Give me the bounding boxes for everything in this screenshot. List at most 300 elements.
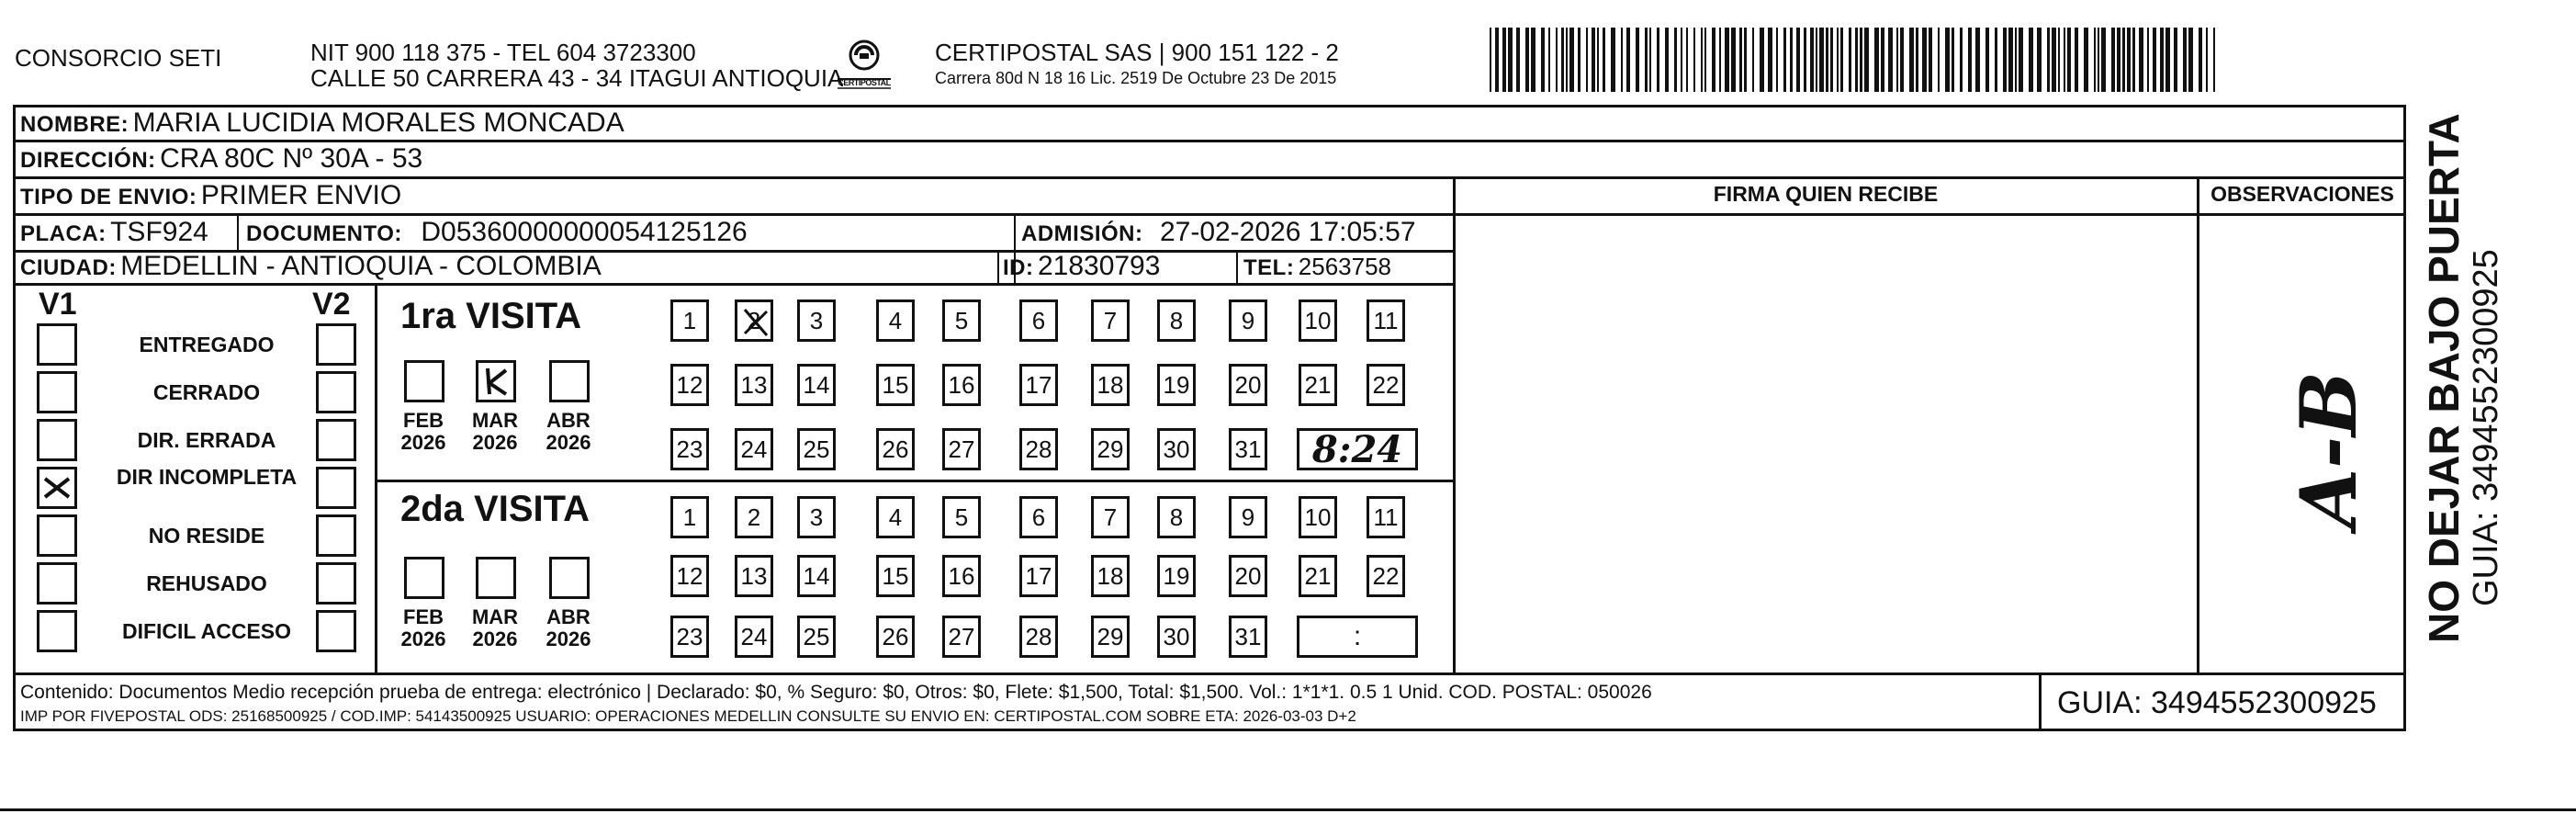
barcode-bar xyxy=(2084,28,2088,92)
barcode-bar xyxy=(1938,28,1940,92)
barcode-bar xyxy=(1490,28,1491,92)
first-visit-day[interactable] xyxy=(735,364,773,406)
status-label: CERRADO xyxy=(152,380,261,404)
barcode-bar xyxy=(1525,28,1529,92)
first-visit-time-box[interactable] xyxy=(1297,428,1418,470)
month-name: FEB xyxy=(403,605,444,628)
barcode-bar xyxy=(2206,28,2208,92)
barcode-bar xyxy=(1561,28,1564,92)
month-year: 2026 xyxy=(546,627,591,650)
status-v1-checkbox[interactable] xyxy=(37,610,77,652)
barcode-bar xyxy=(2047,28,2050,92)
nombre-row xyxy=(20,107,624,144)
status-v1-checkbox[interactable] xyxy=(37,514,77,557)
month-label xyxy=(465,410,525,454)
day-number: 15 xyxy=(882,370,909,399)
barcode-bar xyxy=(1566,28,1568,92)
barcode-bar xyxy=(2111,28,2115,92)
day-number: 4 xyxy=(888,306,903,334)
barcode-bar xyxy=(1712,28,1715,92)
barcode-bar xyxy=(1929,28,1932,92)
barcode-bar xyxy=(2101,28,2106,92)
status-label: REHUSADO xyxy=(146,571,267,595)
second-visit-day[interactable] xyxy=(735,616,773,658)
day-number: 5 xyxy=(954,306,969,334)
barcode-bar xyxy=(1592,28,1595,92)
day-number: 7 xyxy=(1103,503,1118,531)
address-line: CALLE 50 CARRERA 43 - 34 ITAGUI ANTIOQUIA xyxy=(310,64,844,92)
barcode-bar xyxy=(1744,28,1747,92)
first-visit-day[interactable] xyxy=(1229,299,1267,342)
second-visit-day[interactable] xyxy=(797,496,836,538)
day-number: 19 xyxy=(1163,370,1190,399)
status-v2-checkbox[interactable] xyxy=(316,371,356,413)
second-visit-day[interactable] xyxy=(1091,555,1130,597)
second-visit-day[interactable] xyxy=(670,555,709,597)
barcode-bar xyxy=(1816,28,1817,92)
barcode-bar xyxy=(1686,28,1688,92)
month-label xyxy=(465,606,525,650)
status-label: ENTREGADO xyxy=(139,333,275,356)
barcode-bar xyxy=(2094,28,2096,92)
id-value: 21830793 xyxy=(1037,251,1161,281)
firma-header: FIRMA QUIEN RECIBE xyxy=(1713,182,1939,206)
month-label xyxy=(538,606,599,650)
barcode-bar xyxy=(1516,28,1520,92)
page-bottom-rule xyxy=(0,808,2576,811)
day-number: 3 xyxy=(809,503,824,531)
barcode-bar xyxy=(1665,28,1669,92)
barcode-bar xyxy=(1810,28,1814,92)
first-visit-day[interactable] xyxy=(670,299,709,342)
barcode-bar xyxy=(1548,28,1550,92)
barcode-bar xyxy=(2127,28,2131,92)
second-visit-day[interactable] xyxy=(942,555,981,597)
placa-row xyxy=(20,216,208,254)
barcode-bar xyxy=(2003,28,2007,92)
day-number: 28 xyxy=(1025,622,1052,650)
barcode-bar xyxy=(1739,28,1742,92)
day-number: 14 xyxy=(803,370,830,399)
barcode-bar xyxy=(2019,28,2023,92)
placa-label: PLACA: xyxy=(20,221,107,246)
direccion-value: CRA 80C Nº 30A - 53 xyxy=(160,143,423,174)
day-number: 14 xyxy=(803,561,830,590)
ciudad-value: MEDELLIN - ANTIOQUIA - COLOMBIA xyxy=(120,251,602,281)
first-visit-day[interactable] xyxy=(1157,299,1196,342)
day-number: 25 xyxy=(803,622,830,650)
status-v1-checkbox[interactable] xyxy=(37,562,77,605)
barcode-bar xyxy=(1693,28,1695,92)
day-number: 8 xyxy=(1169,503,1184,531)
first-visit-day[interactable] xyxy=(1019,364,1058,406)
barcode-bar xyxy=(2098,28,2099,92)
second-visit-day[interactable] xyxy=(1299,555,1337,597)
status-v2-checkbox[interactable] xyxy=(316,514,356,557)
day-number: 19 xyxy=(1163,561,1190,590)
day-number: 26 xyxy=(882,435,909,463)
second-visit-month-checkbox[interactable] xyxy=(549,557,590,599)
status-v2-checkbox[interactable] xyxy=(316,562,356,605)
day-number: 18 xyxy=(1097,561,1124,590)
observation-handwriting: A-B xyxy=(2283,370,2375,529)
first-visit-day[interactable] xyxy=(797,364,836,406)
day-number: 12 xyxy=(676,561,703,590)
barcode-bar xyxy=(1849,28,1851,92)
day-number: 18 xyxy=(1097,370,1124,399)
month-name: FEB xyxy=(403,409,444,432)
day-number: 29 xyxy=(1097,435,1124,463)
barcode-bar xyxy=(2122,28,2125,92)
second-visit-day[interactable] xyxy=(1229,555,1267,597)
barcode-bar xyxy=(1611,28,1615,92)
barcode-bar xyxy=(1626,28,1630,92)
second-visit-day[interactable] xyxy=(1019,496,1058,538)
side-guia: GUIA: 3494552300925 xyxy=(2467,249,2505,606)
documento-value: D05360000000054125126 xyxy=(421,217,748,247)
first-visit-day[interactable] xyxy=(1091,364,1130,406)
tipo-label: TIPO DE ENVIO: xyxy=(20,185,197,209)
day-number: 27 xyxy=(948,435,975,463)
day-number: 11 xyxy=(1373,503,1399,531)
day-number: 6 xyxy=(1031,503,1046,531)
courier-line: CERTIPOSTAL SAS | 900 151 122 - 2 xyxy=(935,39,1339,66)
barcode-bar xyxy=(1752,28,1754,92)
barcode-bar xyxy=(2147,28,2149,92)
month-year: 2026 xyxy=(472,431,518,454)
status-v2-checkbox[interactable] xyxy=(316,419,356,461)
second-visit-day[interactable] xyxy=(1367,555,1405,597)
second-visit-day[interactable] xyxy=(1091,496,1130,538)
direccion-row xyxy=(20,142,422,180)
first-visit-day[interactable] xyxy=(942,428,981,470)
day-number: 21 xyxy=(1304,561,1332,590)
status-v2-checkbox[interactable] xyxy=(316,467,356,509)
first-visit-day[interactable] xyxy=(1019,299,1058,342)
barcode-bar xyxy=(1531,28,1535,92)
barcode-bar xyxy=(2029,28,2033,92)
barcode-bar xyxy=(1819,28,1824,92)
barcode-bar xyxy=(1860,28,1862,92)
day-number: 13 xyxy=(740,370,768,399)
barcode-bar xyxy=(2037,28,2042,92)
month-year: 2026 xyxy=(472,627,518,650)
barcode-bar xyxy=(1776,28,1778,92)
barcode-bar xyxy=(1874,28,1879,92)
second-visit-time-box[interactable] xyxy=(1297,616,1418,658)
barcode-bar xyxy=(1783,28,1786,92)
documento-row xyxy=(246,216,748,254)
barcode-bar xyxy=(1645,28,1648,92)
day-number: 5 xyxy=(954,503,969,531)
barcode-bar xyxy=(1830,28,1833,92)
barcode-bar xyxy=(2075,28,2078,92)
certipostal-logo xyxy=(834,37,894,92)
month-label xyxy=(538,410,599,454)
first-visit-day[interactable] xyxy=(670,364,709,406)
barcode-bar xyxy=(1569,28,1574,92)
barcode-bar xyxy=(1719,28,1721,92)
first-visit-day[interactable] xyxy=(735,299,773,342)
second-visit-month-checkbox[interactable] xyxy=(404,557,444,599)
barcode xyxy=(1490,28,2224,92)
first-visit-month-checkbox[interactable] xyxy=(549,360,590,402)
day-number: 30 xyxy=(1163,435,1190,463)
day-number: 30 xyxy=(1163,622,1190,650)
barcode-bar xyxy=(1922,28,1927,92)
day-number: 17 xyxy=(1025,370,1052,399)
first-visit-month-checkbox[interactable] xyxy=(404,360,444,402)
barcode-bar xyxy=(1578,28,1580,92)
status-v1-checkbox[interactable] xyxy=(37,371,77,413)
first-visit-day[interactable] xyxy=(876,299,915,342)
first-visit-day[interactable] xyxy=(735,428,773,470)
nombre-value: MARIA LUCIDIA MORALES MONCADA xyxy=(132,107,624,138)
day-number: 20 xyxy=(1234,370,1262,399)
footer-contenido: Contenido: Documentos Medio recepción prueba de entrega: electrónico | Declarado: $0, % Seguro: $0, Otros: $0, Flete: $1,500, Total: $1,500. Vol.: 1*1*1. 0.5 1 Unid. COD. POSTAL: 050026 xyxy=(20,682,1652,703)
barcode-bar xyxy=(1796,28,1800,92)
barcode-bar xyxy=(1855,28,1858,92)
month-year: 2026 xyxy=(546,431,591,454)
barcode-bar xyxy=(1768,28,1772,92)
month-label xyxy=(393,606,454,650)
barcode-bar xyxy=(1888,28,1893,92)
barcode-bar xyxy=(1985,28,1989,92)
barcode-bar xyxy=(2213,28,2215,92)
tel-value: 2563758 xyxy=(1298,253,1392,280)
day-number: 9 xyxy=(1241,503,1255,531)
second-visit-day[interactable] xyxy=(670,616,709,658)
barcode-bar xyxy=(1837,28,1839,92)
first-visit-day[interactable] xyxy=(1157,428,1196,470)
day-number: 9 xyxy=(1241,306,1255,334)
id-row xyxy=(1003,250,1160,288)
day-number: 21 xyxy=(1304,370,1332,399)
month-name: ABR xyxy=(546,409,591,432)
barcode-bar xyxy=(2008,28,2013,92)
barcode-bar xyxy=(1725,28,1729,92)
barcode-bar xyxy=(1804,28,1806,92)
tel-row xyxy=(1243,250,1391,288)
second-visit-day[interactable] xyxy=(1367,496,1405,538)
day-number: 12 xyxy=(676,370,703,399)
day-number: 31 xyxy=(1234,622,1262,650)
second-visit-day[interactable] xyxy=(876,496,915,538)
first-visit-day[interactable] xyxy=(1367,364,1405,406)
first-visit-day[interactable] xyxy=(1091,428,1130,470)
status-v2-checkbox[interactable] xyxy=(316,323,356,366)
status-v2-checkbox[interactable] xyxy=(316,610,356,652)
first-visit-day[interactable] xyxy=(942,364,981,406)
month-name: MAR xyxy=(471,409,519,432)
first-visit-day[interactable] xyxy=(1367,299,1405,342)
first-visit-day[interactable] xyxy=(942,299,981,342)
nit-line: NIT 900 118 375 - TEL 604 3723300 xyxy=(310,39,696,66)
ciudad-row xyxy=(20,250,602,288)
barcode-bar xyxy=(1636,28,1639,92)
day-number: 23 xyxy=(676,622,703,650)
barcode-bar xyxy=(2052,28,2056,92)
first-visit-month-checkbox[interactable] xyxy=(476,360,516,402)
second-visit-day[interactable] xyxy=(942,616,981,658)
second-visit-day[interactable] xyxy=(876,555,915,597)
barcode-bar xyxy=(2160,28,2164,92)
status-label: DIR INCOMPLETA xyxy=(116,465,298,489)
day-number: 28 xyxy=(1025,435,1052,463)
barcode-bar xyxy=(2188,28,2193,92)
barcode-bar xyxy=(1701,28,1703,92)
day-number: 15 xyxy=(882,561,909,590)
month-year: 2026 xyxy=(400,627,446,650)
month-label xyxy=(393,410,454,454)
day-number: 7 xyxy=(1103,306,1118,334)
barcode-bar xyxy=(2067,28,2071,92)
barcode-bar xyxy=(1508,28,1513,92)
barcode-bar xyxy=(1621,28,1623,92)
visit-time: 8:24 xyxy=(1311,427,1403,471)
barcode-bar xyxy=(2064,28,2065,92)
footer-impresion: IMP POR FIVEPOSTAL ODS: 25168500925 / COD.IMP: 54143500925 USUARIO: OPERACIONES MEDELLIN CONSULTE SU ENVIO EN: CERTIPOSTAL.COM SOBRE ETA: 2026-03-03 D+2 xyxy=(20,707,1356,725)
barcode-bar xyxy=(1896,28,1898,92)
day-number: 2 xyxy=(747,503,761,531)
first-visit-day[interactable] xyxy=(876,364,915,406)
ciudad-label: CIUDAD: xyxy=(20,255,117,280)
second-visit-day[interactable] xyxy=(942,496,981,538)
status-v1-checkbox[interactable] xyxy=(37,419,77,461)
day-number: 10 xyxy=(1304,503,1332,531)
barcode-bar xyxy=(1975,28,1980,92)
status-v1-checkbox[interactable] xyxy=(37,323,77,366)
first-visit-day[interactable] xyxy=(876,428,915,470)
barcode-bar xyxy=(1586,28,1588,92)
barcode-bar xyxy=(1952,28,1954,92)
day-number: 25 xyxy=(803,435,830,463)
barcode-bar xyxy=(2153,28,2156,92)
day-number: 1 xyxy=(682,503,697,531)
second-visit-day[interactable] xyxy=(1157,555,1196,597)
day-number: 8 xyxy=(1169,306,1184,334)
second-visit-day[interactable] xyxy=(1299,496,1337,538)
second-visit-day[interactable] xyxy=(670,496,709,538)
day-number: 10 xyxy=(1304,306,1332,334)
barcode-bar xyxy=(1674,28,1677,92)
second-visit-day[interactable] xyxy=(1157,616,1196,658)
day-number: 22 xyxy=(1372,370,1400,399)
barcode-bar xyxy=(1649,28,1651,92)
first-visit-day[interactable] xyxy=(1091,299,1130,342)
second-visit-day[interactable] xyxy=(1157,496,1196,538)
barcode-bar xyxy=(1790,28,1793,92)
status-v1-checkbox[interactable] xyxy=(37,467,77,509)
status-label: DIR. ERRADA xyxy=(137,428,276,452)
second-visit-day[interactable] xyxy=(797,616,836,658)
barcode-bar xyxy=(1916,28,1918,92)
barcode-bar xyxy=(1681,28,1682,92)
barcode-bar xyxy=(1556,28,1558,92)
second-visit-day[interactable] xyxy=(876,616,915,658)
barcode-bar xyxy=(1826,28,1828,92)
observaciones-header: OBSERVACIONES xyxy=(2210,182,2394,206)
day-number: 20 xyxy=(1234,561,1262,590)
second-visit-day[interactable] xyxy=(1229,496,1267,538)
second-visit-day[interactable] xyxy=(1019,616,1058,658)
first-visit-day[interactable] xyxy=(1019,428,1058,470)
barcode-bar xyxy=(1840,28,1843,92)
tipo-row xyxy=(20,179,401,217)
barcode-bar xyxy=(2058,28,2060,92)
second-visit-day[interactable] xyxy=(1019,555,1058,597)
company-name: CONSORCIO SETI xyxy=(15,44,222,72)
barcode-bar xyxy=(2199,28,2202,92)
side-title: NO DEJAR BAJO PUERTA xyxy=(2420,113,2468,643)
day-number: 6 xyxy=(1031,306,1046,334)
first-visit-day[interactable] xyxy=(670,428,709,470)
barcode-bar xyxy=(2015,28,2017,92)
barcode-bar xyxy=(1900,28,1904,92)
second-visit-day[interactable] xyxy=(797,555,836,597)
second-visit-day[interactable] xyxy=(735,555,773,597)
day-number: 16 xyxy=(948,370,975,399)
first-visit-day[interactable] xyxy=(1299,299,1337,342)
first-visit-day[interactable] xyxy=(1229,428,1267,470)
barcode-bar xyxy=(1603,28,1605,92)
visit-time: : xyxy=(1353,621,1362,651)
barcode-bar xyxy=(1495,28,1499,92)
barcode-bar xyxy=(1597,28,1599,92)
barcode-bar xyxy=(2174,28,2177,92)
month-name: MAR xyxy=(471,605,519,628)
barcode-bar xyxy=(1960,28,1963,92)
license-line: Carrera 80d N 18 16 Lic. 2519 De Octubre 23 De 2015 xyxy=(935,69,1337,87)
month-name: ABR xyxy=(546,605,591,628)
month-year: 2026 xyxy=(400,431,446,454)
second-visit-month-checkbox[interactable] xyxy=(476,557,516,599)
day-number: 11 xyxy=(1373,306,1399,334)
day-number: 27 xyxy=(948,622,975,650)
barcode-bar xyxy=(1760,28,1764,92)
first-visit-day[interactable] xyxy=(1229,364,1267,406)
first-visit-day[interactable] xyxy=(797,428,836,470)
day-number: 24 xyxy=(740,435,768,463)
second-visit-title: 2da VISITA xyxy=(400,489,590,529)
barcode-bar xyxy=(2139,28,2143,92)
second-visit-day[interactable] xyxy=(735,496,773,538)
barcode-bar xyxy=(1909,28,1914,92)
barcode-bar xyxy=(1968,28,1972,92)
day-number: 24 xyxy=(740,622,768,650)
status-label: NO RESIDE xyxy=(148,524,265,548)
day-number: 26 xyxy=(882,622,909,650)
second-visit-day[interactable] xyxy=(1091,616,1130,658)
barcode-bar xyxy=(1945,28,1950,92)
day-number: 31 xyxy=(1234,435,1262,463)
second-visit-day[interactable] xyxy=(1229,616,1267,658)
first-visit-day[interactable] xyxy=(1299,364,1337,406)
documento-label: DOCUMENTO: xyxy=(246,221,402,246)
nombre-label: NOMBRE: xyxy=(20,112,129,137)
first-visit-day[interactable] xyxy=(1157,364,1196,406)
day-number: 16 xyxy=(948,561,975,590)
first-visit-day[interactable] xyxy=(797,299,836,342)
barcode-bar xyxy=(1704,28,1706,92)
barcode-bar xyxy=(2132,28,2135,92)
barcode-bar xyxy=(1541,28,1545,92)
tel-label: TEL: xyxy=(1243,255,1295,280)
first-visit-title: 1ra VISITA xyxy=(400,296,582,336)
day-number: 23 xyxy=(676,435,703,463)
day-number: 1 xyxy=(682,306,697,334)
logo-text: CERTIPOSTAL xyxy=(838,78,891,87)
